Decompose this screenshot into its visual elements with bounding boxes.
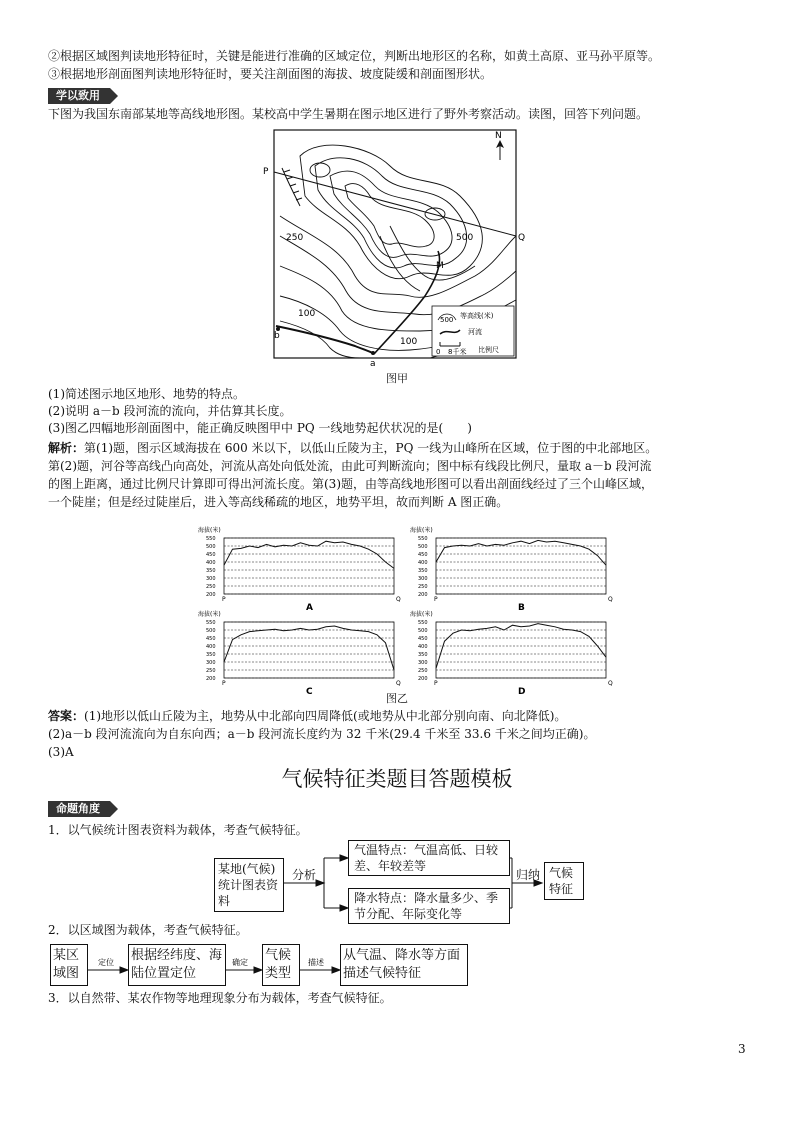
question-2: (2)说明 a－b 段河流的流向，并估算其长度。 <box>48 404 292 418</box>
profile-c-q-label: Q <box>396 680 401 687</box>
map-legend <box>432 306 514 356</box>
profile-c-line <box>224 626 394 670</box>
contour-map <box>260 126 530 369</box>
intro-line-3: ③根据地形剖面图判读地形特征时，要关注剖面图的海拔、坡度陡缓和剖面图形状。 <box>48 67 493 81</box>
flow-1-analyze-label: 分析 <box>292 868 317 882</box>
flow-1-temp-box: 气温特点：气温高低、日较差、年较差等 <box>348 840 510 876</box>
answer-line-2: (2)a－b 段河流流向为自东向西；a－b 段河流长度约为 32 千米(29.4 千米至 33.6 千米之间均正确)。 <box>48 727 596 741</box>
figure-2-caption: 图乙 <box>386 692 408 705</box>
profile-d-title: D <box>518 687 526 697</box>
point-b-label: b <box>274 331 280 341</box>
legend-river-label: 河流 <box>468 328 482 336</box>
page-number: 3 <box>738 1042 746 1056</box>
profile-c-title: C <box>306 687 313 697</box>
profile-c-tick-350: 350 <box>206 652 216 658</box>
profile-c-tick-500: 500 <box>206 628 216 634</box>
legend-scale-8: 8千米 <box>448 348 467 356</box>
point-q-label: Q <box>518 233 526 243</box>
contour-500-label: 500 <box>456 233 474 243</box>
analysis-line-4: 一个陡崖；但是经过陡崖后，进入等高线稀疏的地区，地势平坦，故而判断 A 图正确。 <box>48 495 509 509</box>
profile-c-tick-550: 550 <box>206 620 216 626</box>
analysis-line-3: 的图上距离，通过比例尺计算即可得出河流长度。第(3)题，由等高线地形图可以看出剖面线经过了三个山峰区域， <box>48 477 654 491</box>
intro-line-2: ②根据区域图判读地形特征时，关键是能进行准确的区域定位，判断出地形区的名称，如黄土高原、亚马孙平原等。 <box>48 49 661 63</box>
flow-2-type-box: 气候类型 <box>262 944 300 986</box>
profile-b-line <box>436 540 606 565</box>
legend-contour-label: 等高线(米) <box>460 312 494 320</box>
flow-2-result-box: 从气温、降水等方面描述气候特征 <box>340 944 468 986</box>
question-1: (1)简述图示地区地形、地势的特点。 <box>48 387 245 401</box>
answer-line-3: (3)A <box>48 745 74 759</box>
contour-250-label: 250 <box>286 233 304 243</box>
profile-b-tick-500: 500 <box>418 544 428 550</box>
profile-d-tick-400: 400 <box>418 644 428 650</box>
profile-b-tick-450: 450 <box>418 552 428 558</box>
profile-d-tick-350: 350 <box>418 652 428 658</box>
profile-b-tick-550: 550 <box>418 536 428 542</box>
profile-d-tick-450: 450 <box>418 636 428 642</box>
profile-b-q-label: Q <box>608 596 613 603</box>
profile-d-tick-500: 500 <box>418 628 428 634</box>
profile-d-tick-250: 250 <box>418 668 428 674</box>
point-p-label: P <box>263 167 269 177</box>
flow-2-map-box: 某区域图 <box>50 944 88 986</box>
answer-text-1: (1)地形以低山丘陵为主，地势从中北部向四周降低(或地势从中北部分别向南、向北降低)。 <box>84 709 567 723</box>
profile-d-tick-200: 200 <box>418 676 428 682</box>
flow-1-summary-label: 归纳 <box>516 868 541 882</box>
profile-a-p-label: P <box>222 596 226 603</box>
flow-2-determine-label: 确定 <box>232 958 248 967</box>
legend-scale-0: 0 <box>436 348 441 356</box>
profile-a-line <box>224 541 394 568</box>
north-label: N <box>495 131 502 141</box>
profile-d-p-label: P <box>434 680 438 687</box>
profile-b-title: B <box>518 603 525 613</box>
profile-a-tick-450: 450 <box>206 552 216 558</box>
figure-1-caption: 图甲 <box>386 372 408 385</box>
point-m-label: M <box>436 261 444 271</box>
profile-a-tick-550: 550 <box>206 536 216 542</box>
profile-d-ylabel: 海拔(米) <box>410 611 433 618</box>
item-3: 3．以自然带、某农作物等地理现象分布为载体，考查气候特征。 <box>48 991 392 1005</box>
item-1: 1．以气候统计图表资料为载体，考查气候特征。 <box>48 823 308 837</box>
answer-label: 答案： <box>48 709 85 723</box>
profile-b-tick-350: 350 <box>418 568 428 574</box>
profile-a-q-label: Q <box>396 596 401 603</box>
contour-100-label-a: 100 <box>298 309 316 319</box>
flow-1-precip-box: 降水特点：降水量多少、季节分配、年际变化等 <box>348 888 510 924</box>
answer-line-1 <box>48 708 754 725</box>
profile-c-ylabel: 海拔(米) <box>198 611 221 618</box>
profile-d-q-label: Q <box>608 680 613 687</box>
legend-scale-label: 比例尺 <box>478 346 499 354</box>
flow-1-result-box: 气候特征 <box>544 862 584 900</box>
question-stem: 下图为我国东南部某地等高线地形图。某校高中学生暑期在图示地区进行了野外考察活动。读图，回答下列问题。 <box>48 107 649 121</box>
analysis-line-1 <box>48 440 754 457</box>
point-a-label: a <box>370 359 376 369</box>
profile-b-ylabel: 海拔(米) <box>410 527 433 534</box>
question-3: (3)图乙四幅地形剖面图中，能正确反映图甲中 PQ 一线地势起伏状况的是( ) <box>48 421 472 435</box>
profile-c-tick-200: 200 <box>206 676 216 682</box>
profile-d-tick-300: 300 <box>418 660 428 666</box>
profile-a-tick-500: 500 <box>206 544 216 550</box>
profile-charts <box>196 524 613 697</box>
profile-c-tick-250: 250 <box>206 668 216 674</box>
profile-b-tick-250: 250 <box>418 584 428 590</box>
section-tag-angle: 命题角度 <box>48 801 110 817</box>
profile-c-tick-450: 450 <box>206 636 216 642</box>
profile-b-tick-200: 200 <box>418 592 428 598</box>
profile-a-tick-250: 250 <box>206 584 216 590</box>
profile-b-tick-300: 300 <box>418 576 428 582</box>
profile-c-p-label: P <box>222 680 226 687</box>
profile-a-tick-350: 350 <box>206 568 216 574</box>
flow-1-source-box: 某地(气候)统计图表资料 <box>214 858 284 912</box>
flow-2-locate-label: 定位 <box>98 958 114 967</box>
section-tag-apply: 学以致用 <box>48 88 110 104</box>
profile-c-tick-400: 400 <box>206 644 216 650</box>
profile-a-tick-400: 400 <box>206 560 216 566</box>
analysis-text-1: 第(1)题，图示区域海拔在 600 米以下，以低山丘陵为主，PQ 一线为山峰所在区域，位于图的中北部地区。 <box>84 441 658 455</box>
profile-b-p-label: P <box>434 596 438 603</box>
flow-2-by-box: 根据经纬度、海陆位置定位 <box>128 944 226 986</box>
item-2: 2．以区域图为载体，考查气候特征。 <box>48 923 248 937</box>
contour-100-label-b: 100 <box>400 337 418 347</box>
flow-2-describe-label: 描述 <box>308 958 324 967</box>
profile-b-tick-400: 400 <box>418 560 428 566</box>
profile-a-tick-200: 200 <box>206 592 216 598</box>
analysis-label: 解析： <box>48 441 85 455</box>
profile-a-tick-300: 300 <box>206 576 216 582</box>
section-title: 气候特征类题目答题模板 <box>281 767 513 791</box>
profile-a-title: A <box>306 603 313 613</box>
profile-d-tick-550: 550 <box>418 620 428 626</box>
analysis-line-2: 第(2)题，河谷等高线凸向高处，河流从高处向低处流，由此可判断流向；图中标有线段比例尺，量取 a－b 段河流 <box>48 459 652 473</box>
profile-c-tick-300: 300 <box>206 660 216 666</box>
legend-contour-value: 500 <box>440 316 454 324</box>
profile-a-ylabel: 海拔(米) <box>198 527 221 534</box>
